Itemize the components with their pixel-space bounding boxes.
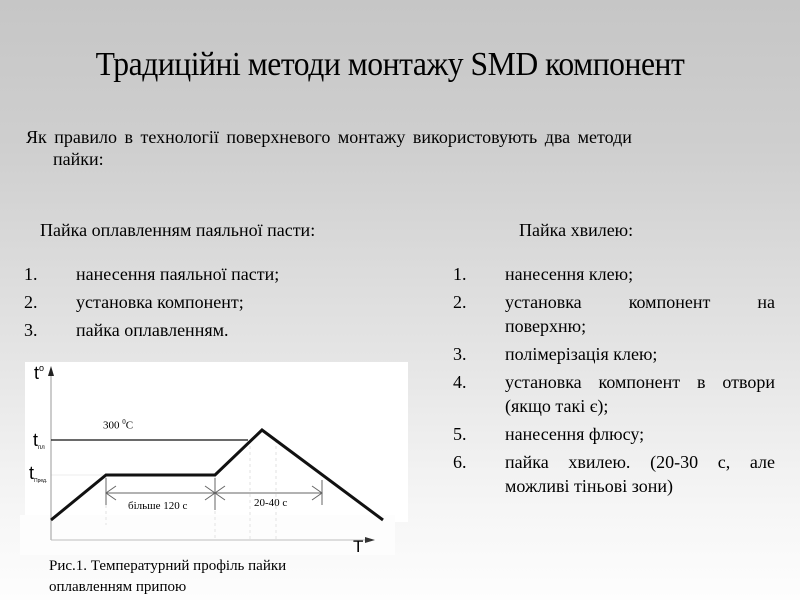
step-text: полімерізація клею;: [505, 344, 658, 364]
step-number: 2.: [453, 292, 467, 312]
step-number: 6.: [453, 452, 467, 472]
step-number: 5.: [453, 424, 467, 444]
peak-temp-label: 300 $^0$C: [103, 418, 134, 432]
figure-caption: [49, 556, 369, 598]
intro-line-1: Як правило в технології поверхневого монтажу використовують два методи: [26, 127, 632, 147]
caption-line-1: Рис.1. Температурний профіль пайки: [49, 558, 287, 574]
reflow-heading: Пайка оплавленням паяльної пасти:: [40, 220, 316, 240]
step-number: 2.: [24, 292, 38, 312]
wave-heading: Пайка хвилею:: [519, 220, 634, 240]
y-axis-arrow-icon: [48, 366, 54, 376]
step-text: установка компонент;: [76, 292, 244, 312]
step-text: пайка оплавленням.: [76, 320, 229, 340]
caption-line-2: оплавленням припою: [49, 579, 187, 595]
step-text: нанесення паяльної пасти;: [76, 264, 280, 284]
step-number: 3.: [24, 320, 38, 340]
reflow-duration-label: 20-40 с: [254, 497, 288, 509]
step-text: установка компонент в отвори (якщо такі є);: [505, 372, 775, 416]
preheat-duration-label: більше 120 с: [128, 500, 188, 512]
step-number: 1.: [24, 264, 38, 284]
guide-lines: [106, 440, 322, 540]
melt-temp-label: $t_{пл}$: [33, 430, 45, 451]
step-number: 3.: [453, 344, 467, 364]
step-text: нанесення клею;: [505, 264, 634, 284]
x-axis-label: T: [353, 537, 364, 556]
x-axis-arrow-icon: [365, 537, 375, 543]
step-text: пайка хвилею. (20-30 с, але можливі тіньові зони): [505, 452, 775, 496]
slide-title: Традиційні методи монтажу SMD компонент: [95, 46, 685, 83]
step-number: 1.: [453, 264, 467, 284]
intro-line-2: пайки:: [53, 149, 104, 169]
step-text: установка компонент на поверхню;: [505, 292, 775, 336]
step-text: нанесення флюсу;: [505, 424, 645, 444]
preheat-temp-label: $t_{Пред.}$: [29, 463, 48, 484]
step-number: 4.: [453, 372, 467, 392]
y-axis-label: $t^o$: [34, 363, 45, 383]
